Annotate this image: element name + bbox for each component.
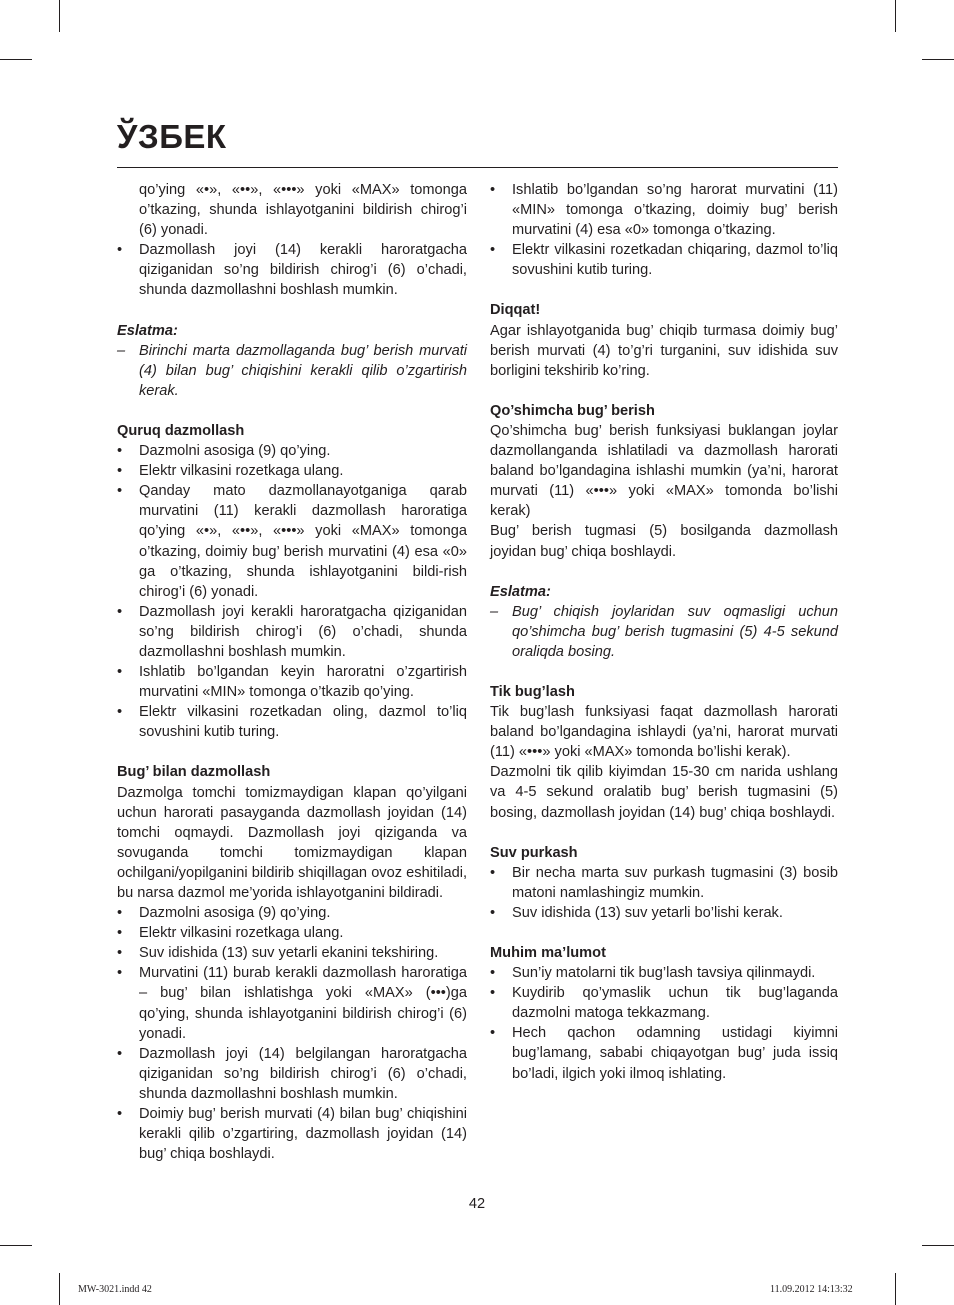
bullet-icon: • (490, 242, 496, 259)
paragraph: Agar ishlayotganida bug’ chiqib turmasa doimiy bug’ berish murvati (4) to’g’ri turganini, suv idishida suv borligini tekshirib ko’ring. (490, 322, 838, 379)
list-item: • Murvatini (11) burab kerakli dazmollash haroratiga – bug’ bilan ishlatishga yoki «MAX» (•••)ga qo’ying, shunda ishlayotganini bildirish chirog’i (6) yonadi. (117, 965, 467, 1042)
bullet-icon: • (490, 1025, 496, 1042)
bullet-icon: • (117, 443, 123, 460)
note-title: Eslatma: (490, 583, 551, 600)
crop-mark (0, 59, 32, 60)
bullet-icon: • (490, 904, 496, 921)
crop-mark (895, 0, 896, 32)
paragraph: Dazmolga tomchi tomizmaydigan klapan qo’yilgani uchun harorati pasayganda dazmollash joyidan (14) tomchi oqmaydi. Dazmollash joyi qiziganda va sovuganda tomchi tomizmaydigan klapan ochilgani/yopilganini bildirib shiqillagan ovoz eshitiladi, bu narsa dazmol me’yorida ishlayotganini bildiradi. (117, 784, 467, 901)
crop-mark (895, 1273, 896, 1305)
dash-icon: – (117, 342, 126, 359)
bullet-icon: • (117, 704, 123, 721)
bullet-icon: • (117, 603, 123, 620)
crop-mark (922, 59, 954, 60)
page-number: 42 (468, 1196, 486, 1212)
list-item: • Ishlatib bo’lgandan so’ng harorat murvatini (11) «MIN» tomonga o’tkazing, doimiy bug’ berish murvatini (4) esa «0» tomonga o’tkazing. (490, 182, 838, 239)
bullet-icon: • (490, 985, 496, 1002)
print-slug-file: MW-3021.indd 42 (78, 1284, 152, 1295)
bullet-icon: • (117, 242, 123, 259)
left-column (117, 180, 467, 1164)
bullet-icon: • (490, 965, 496, 982)
list-item: • Dazmollash joyi kerakli haroratgacha qiziganidan so’ng bildirish chirog’i (6) o’chadi, shunda dazmollashni boshlash mumkin. (117, 603, 467, 660)
crop-mark (922, 1245, 954, 1246)
note-title: Eslatma: (117, 322, 178, 339)
list-item: • Doimiy bug’ berish murvati (4) bilan bug’ chiqishini kerakli qilib o’zgartiring, dazmollash joyidan (14) bug’ chiqa boshlaydi. (117, 1106, 467, 1163)
crop-mark (59, 1273, 60, 1305)
list-item: • Dazmolni asosiga (9) qo’ying. (117, 441, 467, 461)
paragraph: Bug’ berish tugmasi (5) bosilganda dazmollash joyidan bug’ chiqa boshlaydi. (490, 523, 838, 560)
bullet-icon: • (490, 864, 496, 881)
list-item: • Elektr vilkasini rozetkaga ulang. (117, 461, 467, 481)
bullet-icon: • (117, 463, 123, 480)
section-heading: Suv purkash (490, 844, 578, 861)
right-column (490, 180, 838, 1084)
paragraph: Qo’shimcha bug’ berish funksiyasi buklangan joylar dazmollanganda ishlatiladi va dazmollash harorati baland bo’lgandagina ishlashi mumkin (ya’ni, harorat murvati (11) «•••» yoki «MAX» tomonda bo’lishi kerak) (490, 422, 838, 520)
list-item: • Ishlatib bo’lgandan keyin haroratni o’zgartirish murvatini «MIN» tomonga o’tkazib qo’ying. (117, 664, 467, 701)
list-item: • Bir necha marta suv purkash tugmasini (3) bosib matoni namlashingiz mumkin. (490, 864, 838, 901)
crop-mark (59, 0, 60, 32)
paragraph: Tik bug’lash funksiyasi faqat dazmollash harorati baland bo’lgandagina ishlaydi (ya’ni, harorat murvati (11) «•••» yoki «MAX» tomonda bo’lishi kerak). (490, 704, 838, 761)
section-heading: Quruq dazmollash (117, 422, 245, 439)
section-heading: Diqqat! (490, 302, 541, 319)
list-item: • Elektr vilkasini rozetkadan oling, dazmol to’liq sovushini kutib turing. (117, 704, 467, 741)
list-item: • Hech qachon odamning ustidagi kiyimni bug’lamang, sababi chiqayotgan bug’ juda issiq bo’ladi, ilgich yoki ilmoq ishlating. (490, 1025, 838, 1082)
paragraph: Dazmolni tik qilib kiyimdan 15-30 cm narida ushlang va 4-5 sekund oralatib bug’ berish tugmasini (5) bosing, dazmollash joyidan (14) bug’ chiqa boshlaydi. (490, 764, 838, 821)
list-item: • Sun’iy matolarni tik bug’lash tavsiya qilinmaydi. (490, 963, 838, 983)
list-item: • Suv idishida (13) suv yetarli ekanini tekshiring. (117, 943, 467, 963)
bullet-icon: • (117, 664, 123, 681)
list-item: • Dazmollash joyi (14) belgilangan haroratgacha qiziganidan so’ng bildirish chirog’i (6) o’chadi, shunda dazmollashni boshlash mumkin. (117, 1045, 467, 1102)
section-heading: Muhim ma’lumot (490, 945, 606, 961)
title-rule (117, 167, 838, 168)
section-heading: Qo’shimcha bug’ berish (490, 402, 655, 419)
note-item: – Birinchi marta dazmollaganda bug’ berish murvati (4) bilan bug’ chiqishini kerakli qilib o’zgartirish kerak. (117, 342, 467, 399)
list-item: • Kuydirib qo’ymaslik uchun tik bug’laganda dazmolni matoga tekkazmang. (490, 985, 838, 1022)
list-item: • Elektr vilkasini rozetkadan chiqaring, dazmol to’liq sovushini kutib turing. (490, 242, 838, 279)
bullet-icon: • (117, 1106, 123, 1123)
list-item: • Qanday mato dazmollanayotganiga qarab murvatini (11) kerakli dazmollash haroratiga qo’ying «•», «••», «•••» yoki «MAX» tomonga o’tkazing, doimiy bug’ berish murvatini (4) esa «0» ga o’tkazing, shunda ishlayotganini bildi-rish chirog’i (6) yonadi. (117, 483, 467, 600)
bullet-icon: • (117, 1045, 123, 1062)
list-item: • Elektr vilkasini rozetkaga ulang. (117, 923, 467, 943)
bullet-icon: • (117, 925, 123, 942)
dash-icon: – (490, 603, 499, 620)
paragraph: qo’ying «•», «••», «•••» yoki «MAX» tomonga o’tkazing, shunda ishlayotganini bildirish chirog’i (6) yonadi. (139, 182, 467, 239)
crop-mark (0, 1245, 32, 1246)
print-slug-date: 11.09.2012 14:13:32 (770, 1284, 853, 1295)
page-title: ЎЗБЕК (117, 118, 227, 155)
list-item: • Dazmollash joyi (14) kerakli haroratgacha qiziganidan so’ng bildirish chirog’i (6) o’chadi, shunda dazmollashni boshlash mumkin. (117, 242, 467, 299)
bullet-icon: • (117, 945, 123, 962)
bullet-icon: • (117, 905, 123, 922)
list-item: • Dazmolni asosiga (9) qo’ying. (117, 903, 467, 923)
bullet-icon: • (117, 483, 123, 500)
note-item: – Bug’ chiqish joylaridan suv oqmasligi uchun qo’shimcha bug’ berish tugmasini (5) 4-5 sekund oraliqda bosing. (490, 603, 838, 660)
section-heading: Tik bug’lash (490, 683, 575, 700)
bullet-icon: • (490, 182, 496, 198)
bullet-icon: • (117, 965, 123, 982)
section-heading: Bug’ bilan dazmollash (117, 764, 271, 781)
list-item: • Suv idishida (13) suv yetarli bo’lishi kerak. (490, 903, 838, 923)
